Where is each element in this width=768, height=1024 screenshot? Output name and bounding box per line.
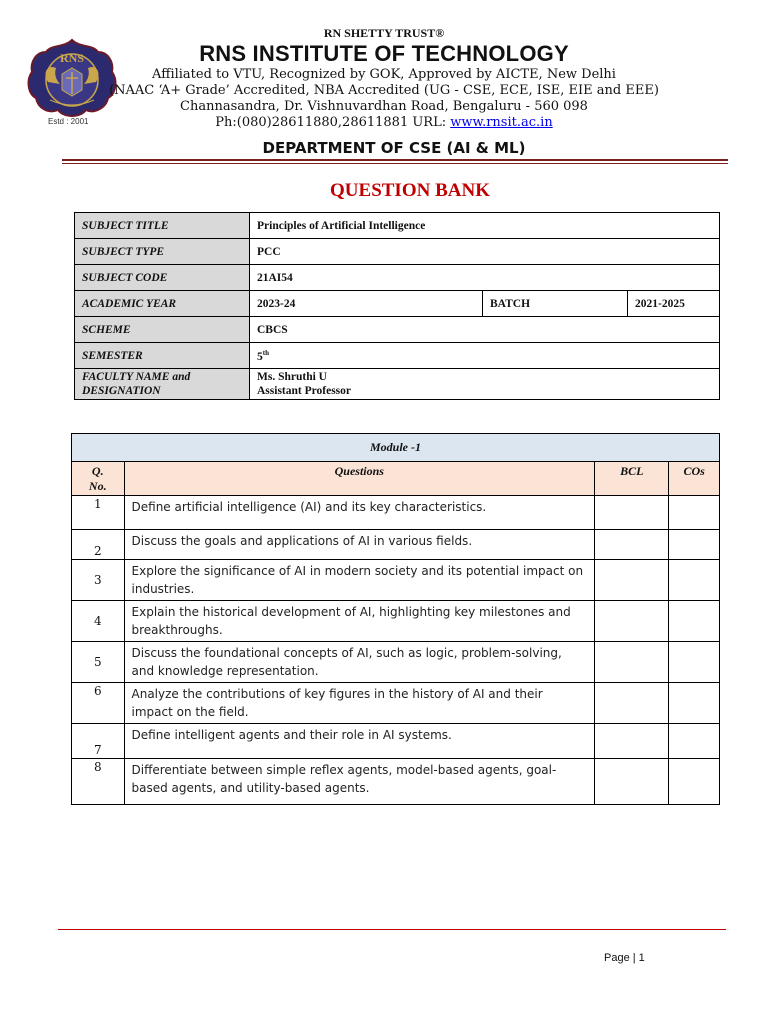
bcl-cell bbox=[595, 642, 669, 683]
faculty-cell bbox=[250, 369, 720, 400]
page-number: Page | 1 bbox=[604, 952, 645, 964]
question-text: Explore the significance of AI in modern society and its potential impact on industries. bbox=[124, 560, 595, 601]
col-questions-header: Questions bbox=[124, 462, 595, 496]
institute-name: RNS INSTITUTE OF TECHNOLOGY bbox=[199, 41, 569, 66]
semester-suffix: th bbox=[262, 348, 269, 357]
question-number: 4 bbox=[72, 601, 125, 642]
question-text: Discuss the goals and applications of AI in various fields. bbox=[124, 530, 595, 560]
module-row bbox=[72, 434, 720, 462]
faculty-label bbox=[75, 369, 250, 400]
faculty-name: Ms. Shruthi U bbox=[257, 371, 327, 383]
bcl-cell bbox=[595, 601, 669, 642]
scheme-label: SCHEME bbox=[75, 317, 250, 343]
question-text: Explain the historical development of AI, highlighting key milestones and breakthroughs. bbox=[124, 601, 595, 642]
questions-table bbox=[71, 433, 720, 805]
table-row bbox=[72, 530, 720, 560]
questions-header-row bbox=[72, 462, 720, 496]
address-line: Channasandra, Dr. Vishnuvardhan Road, Bengaluru - 560 098 bbox=[180, 99, 588, 114]
table-row bbox=[72, 496, 720, 530]
cos-cell bbox=[669, 724, 720, 759]
faculty-label-line1: FACULTY NAME and bbox=[82, 371, 191, 383]
header-rule-thin bbox=[62, 163, 728, 164]
info-row-semester bbox=[75, 343, 720, 369]
cos-cell bbox=[669, 759, 720, 805]
col-cos-header: COs bbox=[669, 462, 720, 496]
bcl-cell bbox=[595, 530, 669, 560]
scheme-value: CBCS bbox=[250, 317, 720, 343]
question-text: Discuss the foundational concepts of AI, such as logic, problem-solving, and knowledge representation. bbox=[124, 642, 595, 683]
question-number: 1 bbox=[72, 496, 125, 530]
module-title: Module -1 bbox=[72, 434, 720, 462]
semester-label: SEMESTER bbox=[75, 343, 250, 369]
table-row bbox=[72, 759, 720, 805]
info-row-faculty bbox=[75, 369, 720, 400]
batch-label: BATCH bbox=[483, 291, 628, 317]
subject-code-value: 21AI54 bbox=[250, 265, 720, 291]
header-rule bbox=[62, 159, 728, 161]
subject-title-label: SUBJECT TITLE bbox=[75, 213, 250, 239]
info-row-academic-year bbox=[75, 291, 720, 317]
faculty-designation: Assistant Professor bbox=[257, 385, 352, 397]
batch-value: 2021-2025 bbox=[628, 291, 720, 317]
footer-rule bbox=[58, 929, 726, 930]
website-link[interactable]: www.rnsit.ac.in bbox=[450, 115, 553, 130]
bcl-cell bbox=[595, 683, 669, 724]
contact-line bbox=[0, 115, 768, 130]
academic-year-label: ACADEMIC YEAR bbox=[75, 291, 250, 317]
info-row-subject-title bbox=[75, 213, 720, 239]
estd-label: Estd : 2001 bbox=[48, 117, 89, 126]
info-row-subject-type bbox=[75, 239, 720, 265]
bcl-cell bbox=[595, 496, 669, 530]
col-qno-line2: No. bbox=[88, 479, 107, 493]
bcl-cell bbox=[595, 560, 669, 601]
table-row bbox=[72, 683, 720, 724]
cos-cell bbox=[669, 683, 720, 724]
contact-text: Ph:(080)28611880,28611881 URL: bbox=[215, 115, 451, 130]
table-row bbox=[72, 724, 720, 759]
question-number: 7 bbox=[72, 724, 125, 759]
trust-name: RN SHETTY TRUST® bbox=[323, 26, 445, 40]
table-row bbox=[72, 560, 720, 601]
department-title: DEPARTMENT OF CSE (AI & ML) bbox=[262, 139, 526, 157]
accreditation-line: (NAAC ‘A+ Grade’ Accredited, NBA Accredited (UG - CSE, ECE, ISE, EIE and EEE) bbox=[109, 83, 659, 98]
affiliation-line: Affiliated to VTU, Recognized by GOK, Approved by AICTE, New Delhi bbox=[152, 67, 616, 82]
semester-cell bbox=[250, 343, 720, 369]
col-qno-line1: Q. bbox=[91, 464, 104, 478]
subject-title-value: Principles of Artificial Intelligence bbox=[250, 213, 720, 239]
question-number: 3 bbox=[72, 560, 125, 601]
question-text: Define artificial intelligence (AI) and its key characteristics. bbox=[124, 496, 595, 530]
question-number: 2 bbox=[72, 530, 125, 560]
info-row-subject-code bbox=[75, 265, 720, 291]
subject-code-label: SUBJECT CODE bbox=[75, 265, 250, 291]
subject-type-value: PCC bbox=[250, 239, 720, 265]
cos-cell bbox=[669, 530, 720, 560]
semester-value: 5 bbox=[257, 350, 263, 363]
bcl-cell bbox=[595, 724, 669, 759]
question-text: Define intelligent agents and their role in AI systems. bbox=[124, 724, 595, 759]
question-number: 8 bbox=[72, 759, 125, 805]
table-row bbox=[72, 642, 720, 683]
col-qno-header bbox=[72, 462, 125, 496]
cos-cell bbox=[669, 601, 720, 642]
faculty-label-line2: DESIGNATION bbox=[82, 385, 161, 397]
question-text: Analyze the contributions of key figures in the history of AI and their impact on the field. bbox=[124, 683, 595, 724]
question-number: 6 bbox=[72, 683, 125, 724]
table-row bbox=[72, 601, 720, 642]
bcl-cell bbox=[595, 759, 669, 805]
question-text: Differentiate between simple reflex agents, model-based agents, goal-based agents, and utility-based agents. bbox=[124, 759, 595, 805]
logo-text: RNS bbox=[59, 51, 85, 65]
info-row-scheme bbox=[75, 317, 720, 343]
subject-info-table bbox=[74, 212, 720, 400]
col-bcl-header: BCL bbox=[595, 462, 669, 496]
document-title: QUESTION BANK bbox=[330, 180, 490, 201]
cos-cell bbox=[669, 642, 720, 683]
subject-type-label: SUBJECT TYPE bbox=[75, 239, 250, 265]
cos-cell bbox=[669, 560, 720, 601]
academic-year-value: 2023-24 bbox=[250, 291, 483, 317]
cos-cell bbox=[669, 496, 720, 530]
question-number: 5 bbox=[72, 642, 125, 683]
